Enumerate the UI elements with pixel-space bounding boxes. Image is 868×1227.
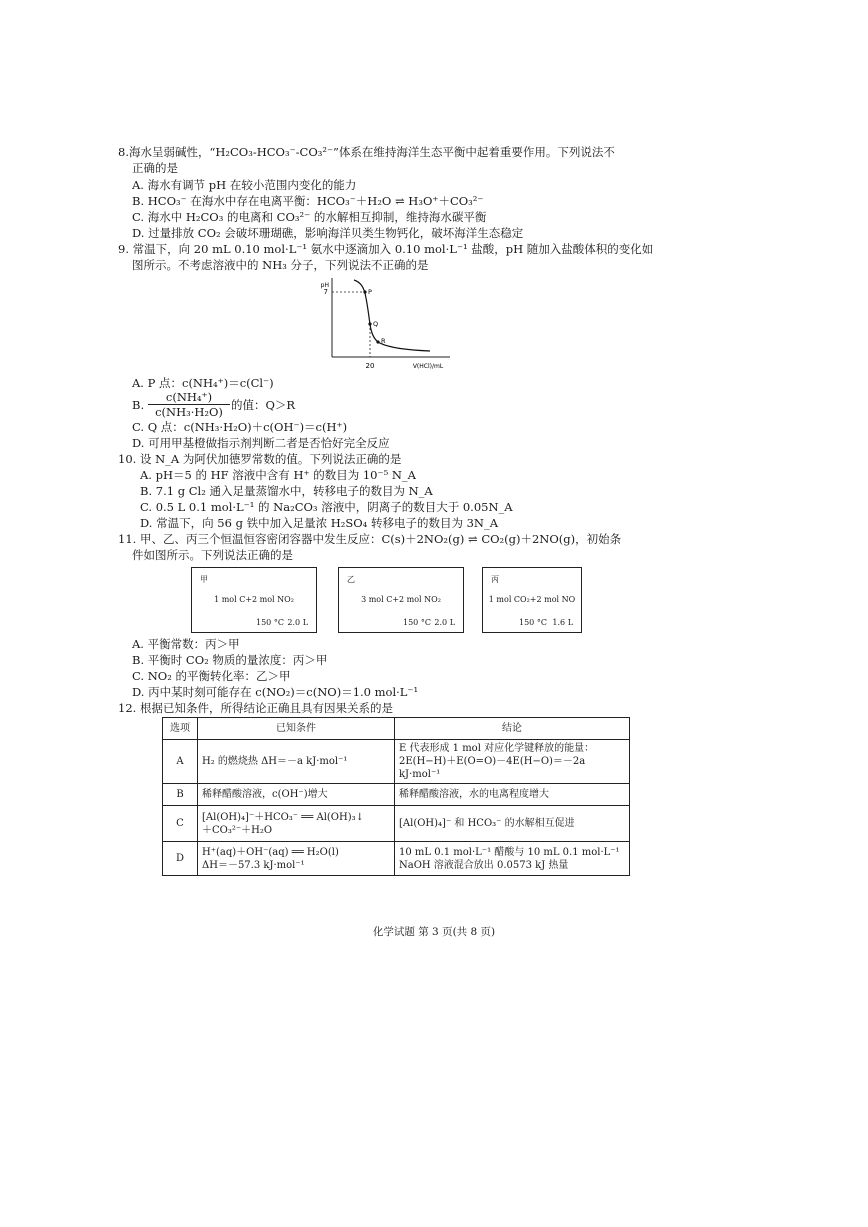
condition-line1: [Al(OH)₄]⁻＋HCO₃⁻ ══ Al(OH)₃↓ xyxy=(202,811,365,823)
table-row xyxy=(163,784,630,806)
row-conclusion xyxy=(395,740,630,784)
container-temp: 150 °C xyxy=(403,618,431,627)
q8-option-d: D. 过量排放 CO₂ 会破坏珊瑚礁，影响海洋贝类生物钙化，破坏海洋生态稳定 xyxy=(132,226,524,240)
q10-option-c: C. 0.5 L 0.1 mol·L⁻¹ 的 Na₂CO₃ 溶液中，阴离子的数目大于 0.05N_A xyxy=(140,500,513,514)
q9-ph-titration-graph xyxy=(312,274,457,372)
point-r xyxy=(376,340,379,343)
row-option: D xyxy=(163,842,198,876)
container-content: 1 mol CO₂+2 mol NO xyxy=(488,595,576,604)
container-jia xyxy=(191,567,317,633)
container-name: 丙 xyxy=(491,575,499,584)
x-tick-20: 20 xyxy=(365,362,375,370)
header-condition: 已知条件 xyxy=(198,718,395,740)
conclusion-line1: 10 mL 0.1 mol·L⁻¹ 醋酸与 10 mL 0.1 mol·L⁻¹ xyxy=(399,846,620,858)
row-condition: H₂ 的燃烧热 ΔH＝－a kJ·mol⁻¹ xyxy=(198,740,395,784)
condition-line1: H⁺(aq)＋OH⁻(aq) ══ H₂O(l) xyxy=(202,846,339,858)
row-option: A xyxy=(163,740,198,784)
q9-option-b-prefix: B. xyxy=(132,398,145,412)
page-footer: 化学试题 第 3 页(共 8 页) xyxy=(372,926,496,938)
row-condition: 稀释醋酸溶液，c(OH⁻)增大 xyxy=(198,784,395,806)
q11-option-a: A. 平衡常数：丙＞甲 xyxy=(132,637,240,651)
q8-option-c: C. 海水中 H₂CO₃ 的电离和 CO₃²⁻ 的水解相互抑制，维持海水碳平衡 xyxy=(132,210,487,224)
row-condition xyxy=(198,842,395,876)
container-volume: 2.0 L xyxy=(434,618,455,627)
label-p: P xyxy=(368,288,372,296)
table-header-row xyxy=(163,718,630,740)
container-temp: 150 °C xyxy=(256,618,284,627)
container-name: 甲 xyxy=(200,575,208,584)
label-r: R xyxy=(381,337,386,345)
container-content: 3 mol C+2 mol NO₂ xyxy=(361,595,441,604)
container-content: 1 mol C+2 mol NO₂ xyxy=(214,595,294,604)
q11-option-d: D. 丙中某时刻可能存在 c(NO₂)＝c(NO)＝1.0 mol·L⁻¹ xyxy=(132,685,419,699)
table-row xyxy=(163,806,630,842)
q11-option-b: B. 平衡时 CO₂ 物质的量浓度：丙＞甲 xyxy=(132,653,328,667)
condition-line2: ΔH＝－57.3 kJ·mol⁻¹ xyxy=(202,859,305,871)
y-axis-label: pH xyxy=(320,282,329,289)
q9-option-d: D. 可用甲基橙做指示剂判断二者是否恰好完全反应 xyxy=(132,436,390,450)
container-volume: 1.6 L xyxy=(552,618,573,627)
q8-stem-line1: 8.海水呈弱碱性，“H₂CO₃-HCO₃⁻-CO₃²⁻”体系在维持海洋生态平衡中起着重要作用。下列说法不 xyxy=(118,145,615,159)
conclusion-line1: E 代表形成 1 mol 对应化学键释放的能量： xyxy=(399,743,595,754)
q12-table xyxy=(162,717,630,876)
q8-stem-line2: 正确的是 xyxy=(132,161,178,175)
q9-option-b-fraction xyxy=(148,390,230,419)
container-name: 乙 xyxy=(347,575,355,584)
label-q: Q xyxy=(373,320,379,328)
table-row xyxy=(163,842,630,876)
y-tick-7: 7 xyxy=(323,288,328,296)
row-conclusion xyxy=(395,842,630,876)
container-temp: 150 °C xyxy=(519,618,547,627)
q11-stem-line2: 件如图所示。下列说法正确的是 xyxy=(132,548,293,562)
q9-stem-line1: 9. 常温下，向 20 mL 0.10 mol·L⁻¹ 氨水中逐滴加入 0.10 mol·L⁻¹ 盐酸，pH 随加入盐酸体积的变化如 xyxy=(118,242,654,256)
q8-option-a: A. 海水有调节 pH 在较小范围内变化的能力 xyxy=(132,178,357,192)
container-yi xyxy=(338,567,464,633)
x-axis-label: V(HCl)/mL xyxy=(412,363,444,370)
point-q xyxy=(368,322,371,325)
fraction-numerator: c(NH₄⁺) xyxy=(148,390,230,405)
row-conclusion: 稀释醋酸溶液，水的电离程度增大 xyxy=(395,784,630,806)
header-conclusion: 结论 xyxy=(395,718,630,740)
q10-option-a: A. pH＝5 的 HF 溶液中含有 H⁺ 的数目为 10⁻⁵ N_A xyxy=(140,468,416,482)
q9-option-b-suffix: 的值：Q＞R xyxy=(231,398,296,412)
conclusion-line2: 2E(H−H)＋E(O=O)－4E(H−O)＝－2a kJ·mol⁻¹ xyxy=(399,756,586,780)
q9-option-a: A. P 点：c(NH₄⁺)＝c(Cl⁻) xyxy=(132,376,274,390)
container-bing xyxy=(482,567,582,633)
q8-option-b: B. HCO₃⁻ 在海水中存在电离平衡：HCO₃⁻＋H₂O ⇌ H₃O⁺＋CO₃²⁻ xyxy=(132,194,484,208)
conclusion-line2: NaOH 溶液混合放出 0.0573 kJ 热量 xyxy=(399,859,569,871)
row-conclusion: [Al(OH)₄]⁻ 和 HCO₃⁻ 的水解相互促进 xyxy=(395,806,630,842)
q11-stem-line1: 11. 甲、乙、丙三个恒温恒容密闭容器中发生反应：C(s)＋2NO₂(g) ⇌ CO₂(g)＋2NO(g)，初始条 xyxy=(118,532,622,546)
q9-option-c: C. Q 点：c(NH₃·H₂O)＋c(OH⁻)＝c(H⁺) xyxy=(132,420,348,434)
q10-option-b: B. 7.1 g Cl₂ 通入足量蒸馏水中，转移电子的数目为 N_A xyxy=(140,484,433,498)
table-row xyxy=(163,740,630,784)
q11-option-c: C. NO₂ 的平衡转化率：乙＞甲 xyxy=(132,669,291,683)
row-option: B xyxy=(163,784,198,806)
q12-stem: 12. 根据已知条件，所得结论正确且具有因果关系的是 xyxy=(118,701,393,715)
q10-option-d: D. 常温下，向 56 g 铁中加入足量浓 H₂SO₄ 转移电子的数目为 3N_A xyxy=(140,516,499,530)
row-option: C xyxy=(163,806,198,842)
q10-stem: 10. 设 N_A 为阿伏加德罗常数的值。下列说法正确的是 xyxy=(118,452,402,466)
header-option: 选项 xyxy=(163,718,198,740)
point-p xyxy=(363,290,366,293)
row-condition xyxy=(198,806,395,842)
fraction-denominator: c(NH₃·H₂O) xyxy=(155,405,223,419)
q9-stem-line2: 图所示。不考虑溶液中的 NH₃ 分子，下列说法不正确的是 xyxy=(132,258,429,272)
container-volume: 2.0 L xyxy=(287,618,308,627)
condition-line2: ＋CO₃²⁻＋H₂O xyxy=(202,824,273,836)
